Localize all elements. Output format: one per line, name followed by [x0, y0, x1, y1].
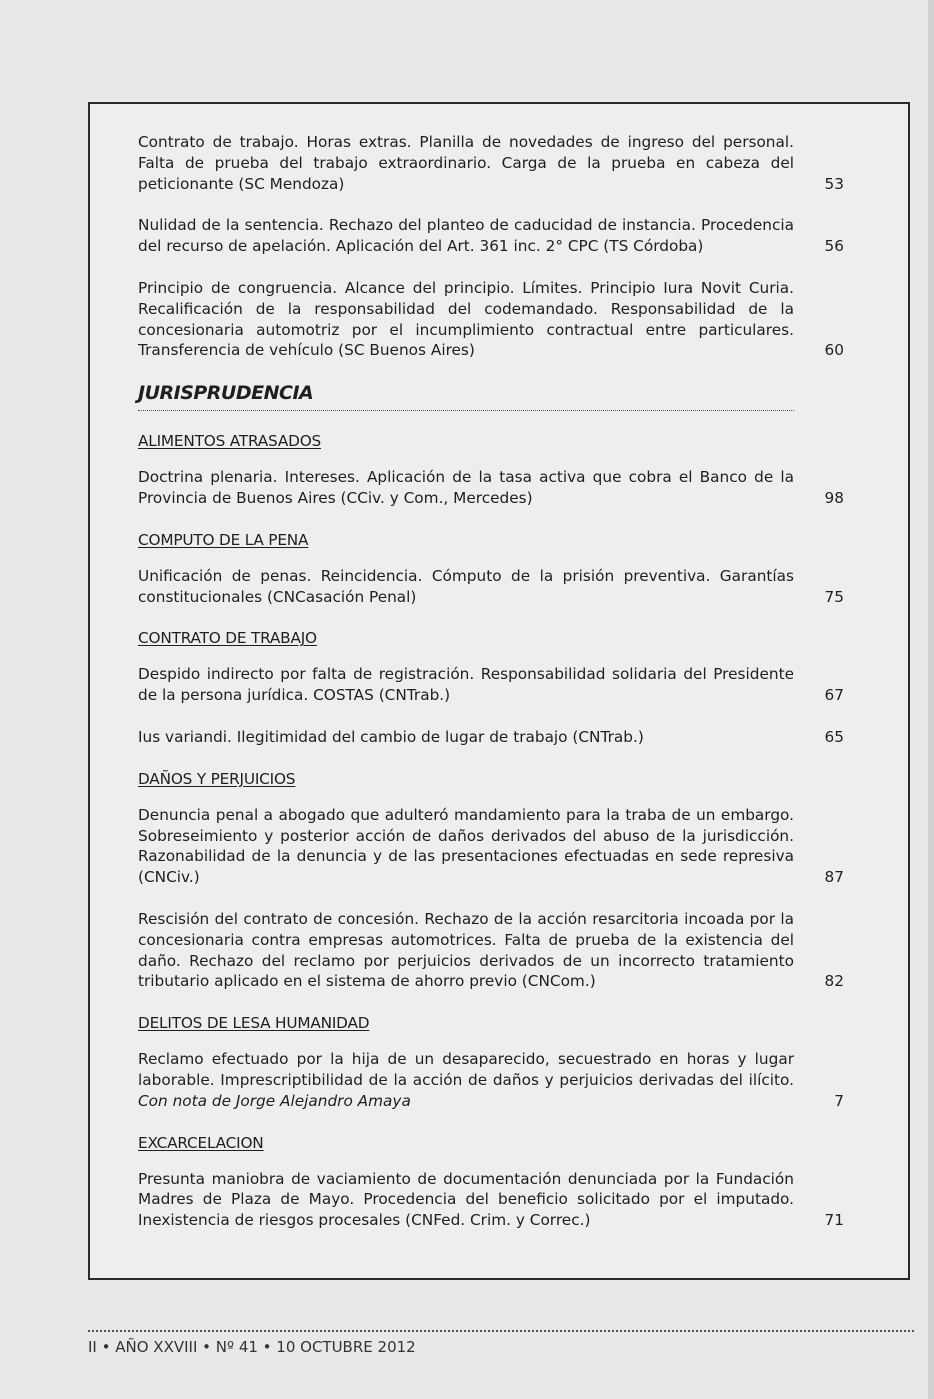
entry-page: 56 — [824, 237, 844, 256]
footer-divider — [88, 1330, 914, 1332]
entry-text: Denuncia penal a abogado que adulteró mandamiento para la traba de un embargo. Sobreseimiento y posterior acción de daños derivados del abuso de la jurisdicción. Razonabilidad de la denuncia y de las presentaciones efectuadas en sede represiva (CNCiv.) — [138, 805, 794, 887]
toc-entry — [138, 664, 844, 706]
topic-heading: CONTRATO DE TRABAJO — [138, 629, 317, 648]
entry-page: 82 — [824, 972, 844, 991]
topic-heading: DELITOS DE LESA HUMANIDAD — [138, 1014, 370, 1033]
page-edge — [928, 0, 934, 1399]
entry-text: Nulidad de la sentencia. Rechazo del planteo de caducidad de instancia. Procedencia del recurso de apelación. Aplicación del Art. 361 inc. 2° CPC (TS Córdoba) — [138, 216, 794, 256]
toc-entry — [138, 1049, 844, 1111]
toc-entry — [138, 278, 844, 361]
entry-text: Presunta maniobra de vaciamiento de documentación denunciada por la Fundación Madres de Plaza de Mayo. Procedencia del beneficio solicitado por el imputado. Inexistencia de riesgos procesales (CNFed. Crim. y Correc.) — [138, 1169, 794, 1230]
entry-text — [138, 1049, 794, 1111]
entry-page: 71 — [824, 1211, 844, 1230]
toc-entry — [138, 909, 844, 992]
summary-frame — [88, 102, 910, 1280]
entry-text: Ius variandi. Ilegitimidad del cambio de lugar de trabajo (CNTrab.) — [138, 727, 644, 746]
section-title: JURISPRUDENCIA — [138, 382, 794, 411]
entry-text: Principio de congruencia. Alcance del principio. Límites. Principio Iura Novit Curia. Recalificación de la responsabilidad del codemandado. Responsabilidad de la concesionaria automotriz por el incumplimiento contractual entre particulares. Transferencia de vehículo (SC Buenos Aires) — [138, 278, 794, 360]
entry-page: 7 — [834, 1091, 844, 1110]
entry-page: 98 — [824, 488, 844, 507]
toc-entry — [138, 727, 844, 748]
topic-heading: ALIMENTOS ATRASADOS — [138, 432, 322, 451]
entry-text: Unificación de penas. Reincidencia. Cómputo de la prisión preventiva. Garantías constitucionales (CNCasación Penal) — [138, 566, 794, 606]
entry-text: Despido indirecto por falta de registración. Responsabilidad solidaria del Presidente de la persona jurídica. COSTAS (CNTrab.) — [138, 665, 794, 705]
entry-page: 67 — [824, 686, 844, 705]
entry-text: Contrato de trabajo. Horas extras. Planilla de novedades de ingreso del personal. Falta de prueba del trabajo extraordinario. Carga de la prueba en cabeza del peticionante (SC Mendoza) — [138, 133, 794, 193]
entry-text-body: Reclamo efectuado por la hija de un desaparecido, secuestrado en horas y lugar laborable. Imprescriptibilidad de la acción de daños y perjuicios derivadas del ilícito. — [138, 1050, 794, 1089]
entry-page: 65 — [824, 727, 844, 746]
entry-page: 60 — [824, 341, 844, 360]
toc-entry — [138, 566, 844, 608]
toc-entry — [138, 132, 844, 194]
footer-issue-info: II • AÑO XXVIII • Nº 41 • 10 OCTUBRE 2012 — [88, 1338, 416, 1356]
entry-page: 53 — [824, 174, 844, 193]
summary-content — [138, 132, 844, 1252]
toc-entry — [138, 805, 844, 888]
entry-text: Rescisión del contrato de concesión. Rechazo de la acción resarcitoria incoada por la concesionaria contra empresas automotrices. Falta de prueba de la existencia del daño. Rechazo del reclamo por perjuicios derivados de un incorrecto tratamiento tributario aplicado en el sistema de ahorro previo (CNCom.) — [138, 909, 794, 991]
toc-entry — [138, 467, 844, 509]
toc-entry — [138, 1169, 844, 1231]
entry-text: Doctrina plenaria. Intereses. Aplicación de la tasa activa que cobra el Banco de la Provincia de Buenos Aires (CCiv. y Com., Mercedes) — [138, 468, 794, 507]
entry-page: 87 — [824, 868, 844, 887]
topic-heading: COMPUTO DE LA PENA — [138, 530, 309, 549]
topic-heading: DAÑOS Y PERJUICIOS — [138, 769, 296, 788]
topic-heading: EXCARCELACION — [138, 1133, 264, 1152]
entry-note: Con nota de Jorge Alejandro Amaya — [138, 1091, 411, 1110]
toc-entry — [138, 215, 844, 257]
entry-page: 75 — [824, 587, 844, 606]
